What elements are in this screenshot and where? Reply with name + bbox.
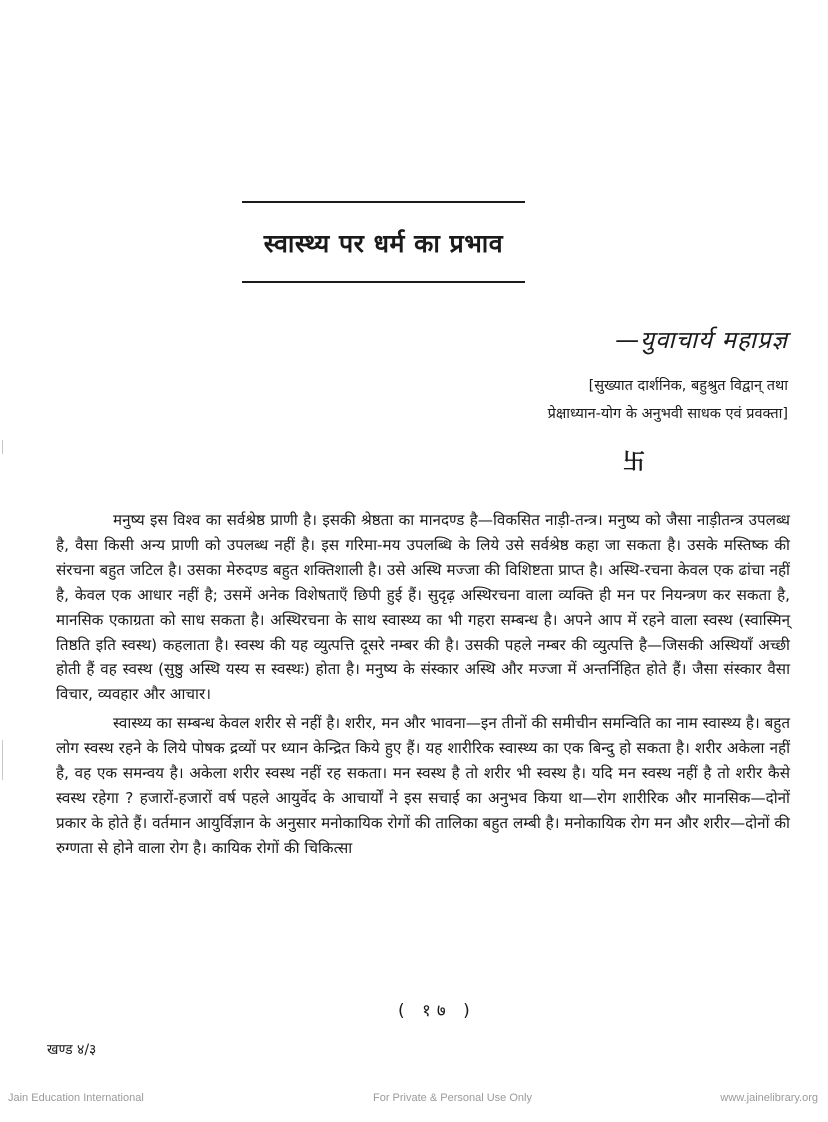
- paragraph: स्वास्थ्य का सम्बन्ध केवल शरीर से नहीं है। शरीर, मन और भावना—इन तीनों की समीचीन समन्विति का नाम स्वास्थ्य है। बहुत लोग स्वस्थ रहने के लिये पोषक द्रव्यों पर ध्यान केन्द्रित किये हुए हैं। यह शारीरिक स्वास्थ्य का एक बिन्दु हो सकता है। शरीर अकेला नहीं है, वह एक समन्वय है। अकेला शरीर स्वस्थ नहीं रह सकता। मन स्वस्थ है तो शरीर भी स्वस्थ है। यदि मन स्वस्थ नहीं है तो शरीर कैसे स्वस्थ रहेगा ? हजारों-हजारों वर्ष पहले आयुर्वेद के आचार्यों ने इस सचाई का अनुभव किया था—रोग शारीरिक और मानसिक—दोनों प्रकार के होते हैं। वर्तमान आयुर्विज्ञान के अनुसार मनोकायिक रोगों की तालिका बहुत लम्बी है। मनोकायिक रोग मन और शरीर—दोनों की रुग्णता से होने वाला रोग है। कायिक रोगों की चिकित्सा: [56, 714, 790, 857]
- footer-website-link[interactable]: www.jainelibrary.org: [720, 1092, 818, 1104]
- article-title: स्वास्थ्य पर धर्म का प्रभाव: [263, 229, 504, 258]
- page-number: ( १७ ): [398, 1001, 476, 1021]
- footer-usage-note: For Private & Personal Use Only: [373, 1092, 532, 1104]
- paragraph: मनुष्य इस विश्व का सर्वश्रेष्ठ प्राणी है। इसकी श्रेष्ठता का मानदण्ड है—विकसित नाड़ी-तन्त्र। मनुष्य को जैसा नाड़ीतन्त्र उपलब्ध है, वैसा किसी अन्य प्राणी को उपलब्ध नहीं है। इस गरिमा-मय उपलब्धि के लिये उसे सर्वश्रेष्ठ कहा जा सकता है। उसके मस्तिष्क की संरचना बहुत जटिल है। उसका मेरुदण्ड बहुत शक्तिशाली है। उसे अस्थि मज्जा की विशिष्टता प्राप्त है। अस्थि-रचना केवल एक ढांचा नहीं है, केवल एक आधार नहीं है; उसमें अनेक विशेषताएँ छिपी हुई हैं। सुदृढ़ अस्थिरचना वाला व्यक्ति ही मन पर नियन्त्रण कर सकता है, मानसिक एकाग्रता को साध सकता है। अस्थिरचना के साथ स्वास्थ्य का भी गहरा सम्बन्ध है। अपने आप में रहने वाला स्वस्थ (स्वास्मिन् तिष्ठति इति स्वस्थ) कहलाता है। स्वस्थ की यह व्युत्पत्ति दूसरे नम्बर की है। उसकी पहले नम्बर की व्युत्पत्ति है—जिसकी अस्थियाँ अच्छी होती हैं वह स्वस्थ (सुष्ठु अस्थि यस्य स स्वस्थः) होता है। मनुष्य के संस्कार अस्थि और मज्जा में अन्तर्निहित होते हैं। जैसा संस्कार वैसा विचार, व्यवहार और आचार।: [56, 511, 790, 704]
- author-credentials: [548, 372, 788, 428]
- scan-edge-mark: [2, 440, 3, 454]
- swastika-icon: 卐: [623, 450, 646, 475]
- scan-edge-mark: [2, 740, 3, 780]
- footer: [0, 1092, 828, 1112]
- article-body: [56, 508, 790, 861]
- title-rule-top: [242, 201, 525, 203]
- credentials-line: प्रेक्षाध्यान-योग के अनुभवी साधक एवं प्रवक्ता]: [547, 406, 788, 422]
- footer-publisher: Jain Education International: [8, 1092, 144, 1104]
- section-label: खण्ड ४/३: [47, 1042, 97, 1058]
- title-rule-bottom: [242, 281, 525, 283]
- credentials-line: [सुख्यात दार्शनिक, बहुश्रुत विद्वान् तथा: [588, 378, 788, 394]
- author-name: —युवाचार्य महाप्रज्ञ: [615, 326, 788, 354]
